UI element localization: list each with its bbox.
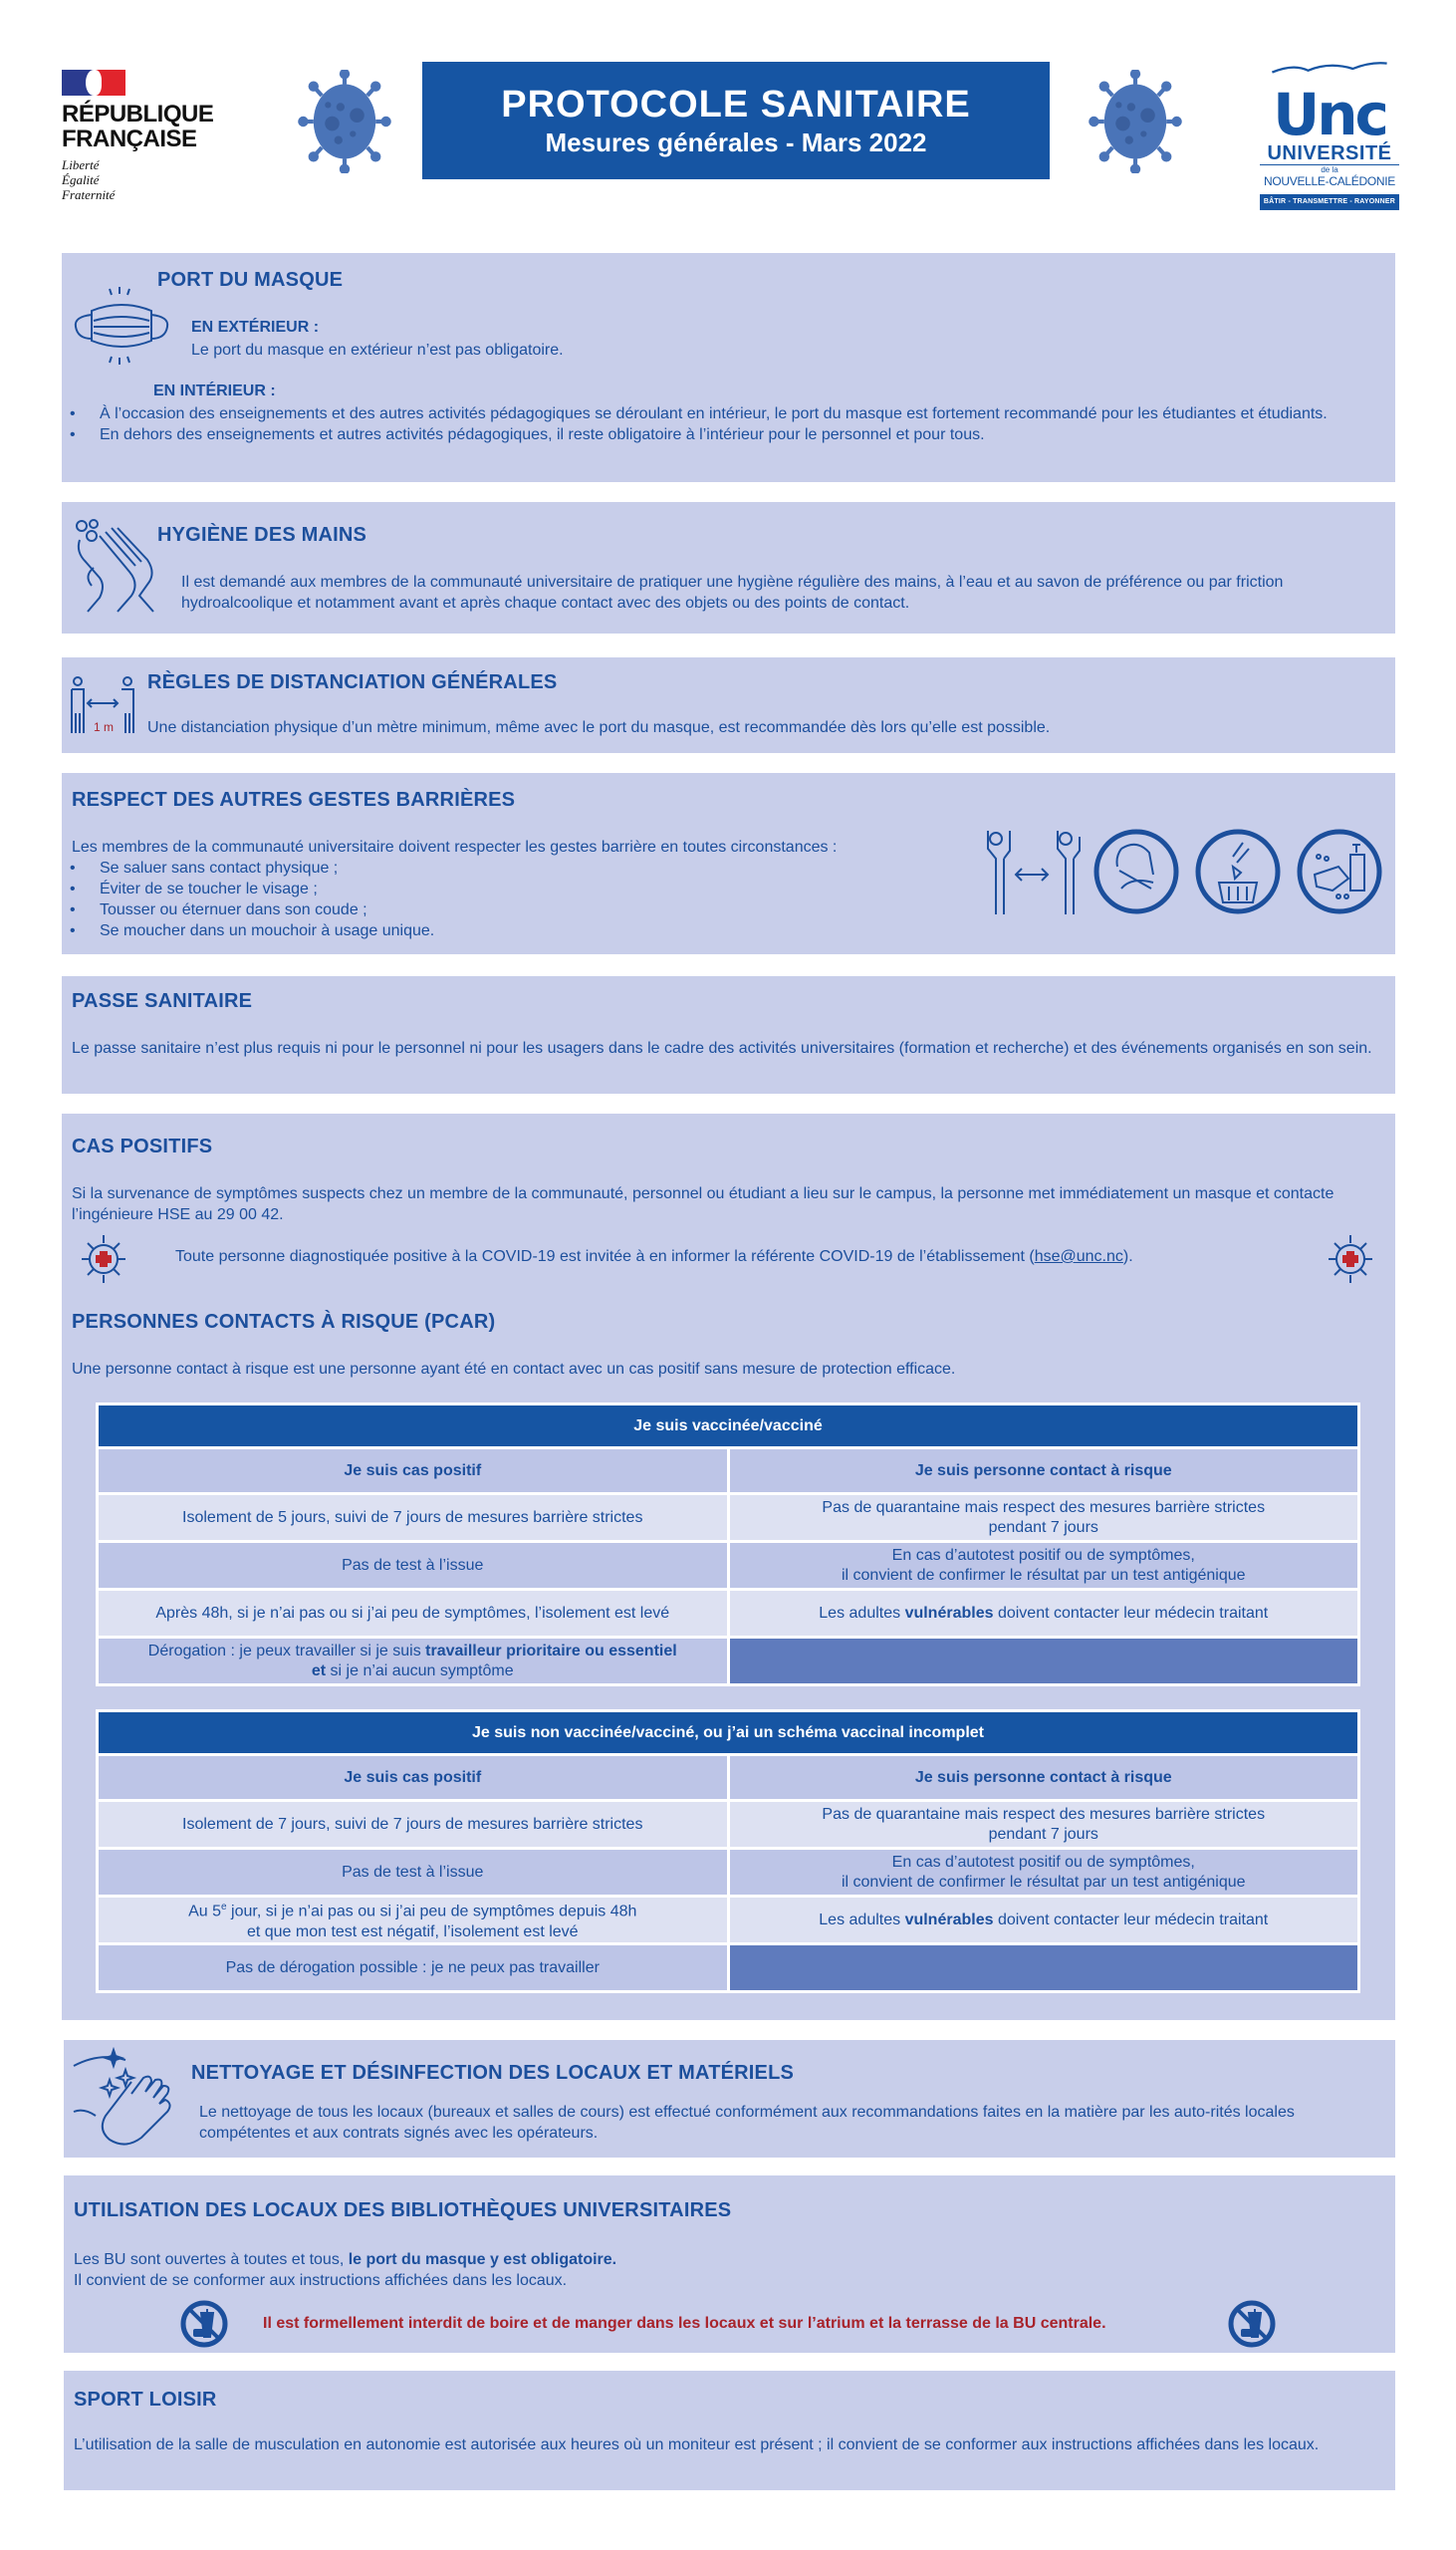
table-row [98, 1801, 1359, 1849]
table-cell-empty [728, 1944, 1359, 1992]
section-nettoyage [64, 2040, 1395, 2158]
motto-liberte: Liberté [62, 157, 100, 172]
bu-text-2: Il convient de se conformer aux instructions affichées dans les locaux. [74, 2272, 568, 2289]
bu-warning: Il est formellement interdit de boire et de manger dans les locaux et sur l’atrium et la terrasse de la BU centrale. [263, 2315, 1106, 2332]
gestes-list [68, 858, 434, 941]
cleaning-hand-icon [70, 2046, 181, 2150]
hse-email-link[interactable]: hse@unc.nc [1034, 1248, 1123, 1265]
table-title: Je suis non vaccinée/vacciné, ou j’ai un schéma vaccinal incomplet [98, 1711, 1359, 1755]
unc-de-la: de la [1260, 164, 1399, 174]
section-passe-sanitaire [62, 976, 1395, 1094]
table-row [98, 1542, 1359, 1590]
section-title: NETTOYAGE ET DÉSINFECTION DES LOCAUX ET MATÉRIELS [191, 2062, 795, 2084]
section-title: CAS POSITIFS [72, 1136, 213, 1157]
marianne-flag-icon [62, 70, 125, 96]
passe-text: Le passe sanitaire n’est plus requis ni pour le personnel ni pour les usagers dans le cadre des activités universitaires (formation et recherche) et des événements organisés en son sein. [72, 1040, 1372, 1057]
section-title: PASSE SANITAIRE [72, 990, 253, 1012]
hygiene-text: Il est demandé aux membres de la communauté universitaire de pratiquer une hygiène régulière des mains, à l’eau et au savon de préférence ou par friction hydroalcoolique et notamment avant et après chaque contact avec des objets ou des points de contact. [181, 574, 1284, 612]
sport-text: L’utilisation de la salle de musculation en autonomie est autorisée aux heures où un moniteur est présent ; il convient de se conformer aux instructions affichées dans les locaux. [74, 2436, 1320, 2453]
column-header: Je suis cas positif [98, 1448, 729, 1494]
section-distanciation [62, 657, 1395, 753]
no-food-drink-icon [179, 2299, 229, 2349]
unc-nouvelle-caledonie: NOUVELLE-CALÉDONIE [1264, 174, 1395, 188]
table-cell: Pas de quarantaine mais respect des mesures barrière strictes pendant 7 jours [728, 1494, 1359, 1542]
exterieur-text: Le port du masque en extérieur n’est pas obligatoire. [191, 342, 564, 359]
list-item: • Se saluer sans contact physique ; [68, 858, 434, 879]
table-title: Je suis vaccinée/vacciné [98, 1404, 1359, 1448]
tissue-bin-icon [1193, 827, 1283, 916]
column-header: Je suis personne contact à risque [728, 1448, 1359, 1494]
interieur-list [68, 403, 1386, 445]
table-cell: Pas de test à l’issue [98, 1849, 729, 1897]
list-item: • Éviter de se toucher le visage ; [68, 879, 434, 899]
mask-icon [70, 283, 173, 369]
table-cell: Pas de dérogation possible : je ne peux pas travailler [98, 1944, 729, 1992]
table-row [98, 1849, 1359, 1897]
page-subtitle: Mesures générales - Mars 2022 [545, 128, 927, 157]
section-hygiene-des-mains [62, 502, 1395, 634]
page-title: PROTOCOLE SANITAIRE [501, 84, 971, 126]
covid-cross-icon [80, 1231, 127, 1287]
table-cell: Isolement de 5 jours, suivi de 7 jours de mesures barrière strictes [98, 1494, 729, 1542]
no-food-drink-icon [1227, 2299, 1277, 2349]
republique-francaise-logo [62, 70, 221, 202]
motto-fraternite: Fraternité [62, 187, 116, 202]
section-title: RÈGLES DE DISTANCIATION GÉNÉRALES [147, 671, 558, 693]
distancing-icon [68, 673, 137, 739]
table-cell: En cas d’autotest positif ou de symptômes, il convient de confirmer le résultat par un test antigénique [728, 1542, 1359, 1590]
bu-text-1: Les BU sont ouvertes à toutes et tous, le port du masque y est obligatoire. [74, 2251, 617, 2268]
table-cell: Isolement de 7 jours, suivi de 7 jours de mesures barrière strictes [98, 1801, 729, 1849]
list-item: • À l’occasion des enseignements et des autres activités pédagogiques se déroulant en intérieur, le port du masque est fortement recommandé pour les étudiantes et étudiants. [68, 403, 1386, 424]
table-row [98, 1494, 1359, 1542]
table-cell: En cas d’autotest positif ou de symptômes, il convient de confirmer le résultat par un test antigénique [728, 1849, 1359, 1897]
republic-name-line1: RÉPUBLIQUE [62, 101, 214, 128]
table-vaccinated [96, 1402, 1360, 1686]
virus-icon [293, 70, 396, 173]
table-cell: Dérogation : je peux travailler si je suis travailleur prioritaire ou essentiel et si je n’ai aucun symptôme [98, 1638, 729, 1685]
list-item: • En dehors des enseignements et autres activités pédagogiques, il reste obligatoire à l’intérieur pour le personnel et pour tous. [68, 424, 1386, 445]
column-header: Je suis personne contact à risque [728, 1755, 1359, 1801]
table-row [98, 1944, 1359, 1992]
gestes-intro: Les membres de la communauté universitaire doivent respecter les gestes barrière en toutes circonstances : [72, 839, 838, 856]
section-gestes-barrieres [62, 773, 1395, 954]
motto-egalite: Égalité [62, 172, 100, 187]
table-cell: Pas de quarantaine mais respect des mesures barrière strictes pendant 7 jours [728, 1801, 1359, 1849]
distanciation-text: Une distanciation physique d’un mètre minimum, même avec le port du masque, est recommandée dès lors qu’elle est possible. [147, 719, 1051, 736]
section-title: UTILISATION DES LOCAUX DES BIBLIOTHÈQUES UNIVERSITAIRES [74, 2199, 732, 2221]
table-row [98, 1897, 1359, 1944]
exterieur-label: EN EXTÉRIEUR : [191, 319, 320, 336]
unc-tagline: BÂTIR - TRANSMETTRE - RAYONNER [1260, 194, 1399, 210]
virus-icon [1084, 70, 1187, 173]
unc-university: UNIVERSITÉ [1267, 142, 1392, 164]
nettoyage-text: Le nettoyage de tous les locaux (bureaux et salles de cours) est effectué conformément aux recommandations faites en la matière par les auto-rités locales compétentes et aux contrats signés avec les opérateurs. [199, 2104, 1295, 2142]
section-title: SPORT LOISIR [74, 2389, 217, 2411]
republic-name-line2: FRANÇAISE [62, 126, 197, 152]
column-header: Je suis cas positif [98, 1755, 729, 1801]
svg-text:1 m: 1 m [94, 720, 115, 734]
table-cell: Les adultes vulnérables doivent contacter leur médecin traitant [728, 1897, 1359, 1944]
section-bibliotheques [64, 2175, 1395, 2353]
unc-logo [1260, 60, 1399, 205]
title-banner [422, 62, 1050, 179]
unc-mark: Unc [1273, 81, 1386, 148]
section-title: PORT DU MASQUE [157, 269, 344, 291]
covid-cross-icon [1327, 1231, 1374, 1287]
table-cell: Les adultes vulnérables doivent contacter leur médecin traitant [728, 1590, 1359, 1638]
table-row [98, 1590, 1359, 1638]
bird-wave-icon [1260, 60, 1399, 78]
no-contact-greeting-icon [982, 829, 1082, 918]
section-port-du-masque [62, 253, 1395, 482]
table-cell: Au 5e jour, si je n’ai pas ou si j’ai peu de symptômes depuis 48h et que mon test est négatif, l’isolement est levé [98, 1897, 729, 1944]
section-title: RESPECT DES AUTRES GESTES BARRIÈRES [72, 789, 516, 811]
cough-in-elbow-icon [1092, 827, 1181, 916]
hand-soap-icon [1295, 827, 1384, 916]
covid-notice: Toute personne diagnostiquée positive à la COVID-19 est invitée à en informer la référente COVID-19 de l’établissement (hse@unc.nc). [175, 1248, 1133, 1265]
table-cell-empty [728, 1638, 1359, 1685]
list-item: • Se moucher dans un mouchoir à usage unique. [68, 920, 434, 941]
table-cell: Après 48h, si je n’ai pas ou si j’ai peu de symptômes, l’isolement est levé [98, 1590, 729, 1638]
pcar-text: Une personne contact à risque est une personne ayant été en contact avec un cas positif sans mesure de protection efficace. [72, 1361, 956, 1378]
table-cell: Pas de test à l’issue [98, 1542, 729, 1590]
table-unvaccinated [96, 1709, 1360, 1993]
header [0, 0, 1456, 229]
list-item: • Tousser ou éternuer dans son coude ; [68, 899, 434, 920]
cas-positifs-text: Si la survenance de symptômes suspects chez un membre de la communauté, personnel ou étudiant a lieu sur le campus, la personne met immédiatement un masque et contacte l’ingénieure HSE au 29 00 42. [72, 1185, 1335, 1223]
hand-washing-icon [70, 516, 159, 616]
pcar-title: PERSONNES CONTACTS À RISQUE (PCAR) [72, 1311, 496, 1333]
section-sport-loisir [64, 2371, 1395, 2490]
section-title: HYGIÈNE DES MAINS [157, 524, 367, 546]
table-row [98, 1638, 1359, 1685]
interieur-label: EN INTÉRIEUR : [153, 382, 276, 399]
